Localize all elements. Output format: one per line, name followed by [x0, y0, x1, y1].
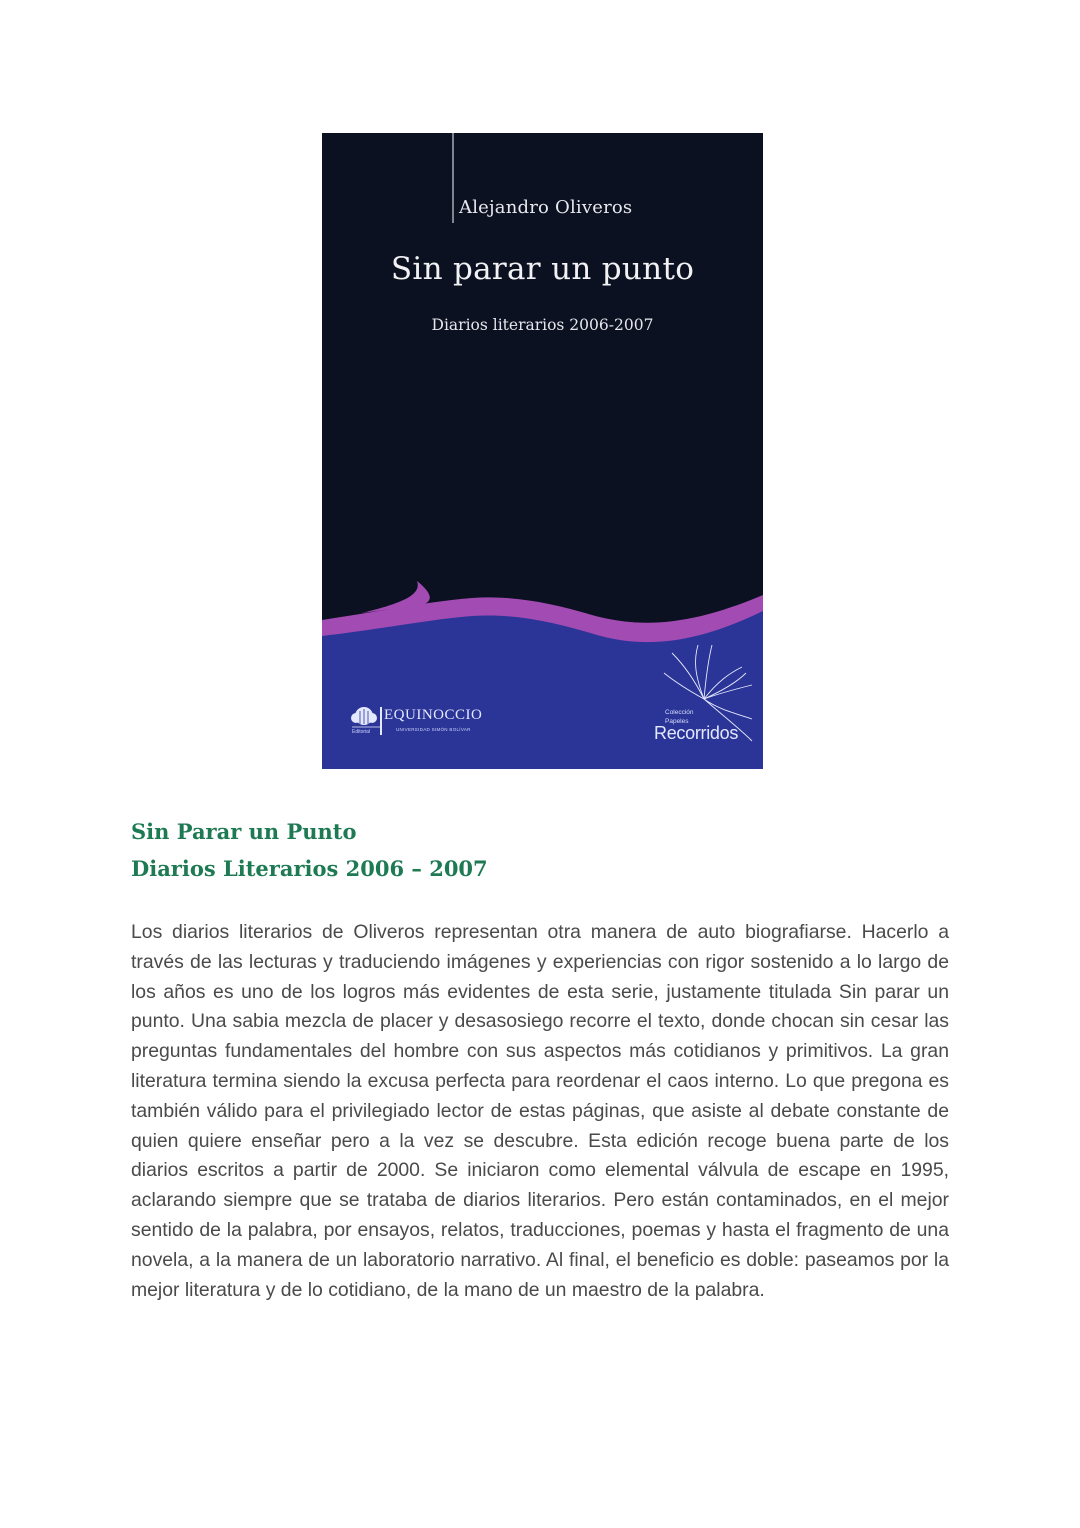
description-paragraph: Los diarios literarios de Oliveros representan otra manera de auto biografiarse. Hacerlo a través de las lecturas y traduciendo imágenes y experiencias con rigor sostenido a lo largo de los años es uno de los logros más evidentes de esta serie, justamente titulada Sin parar un punto. Una sabia mezcla de placer y desasosiego recorre el texto, donde chocan sin cesar las preguntas fundamentales del hombre con sus aspectos más cotidianos y primitivos. La gran literatura termina siendo la excusa perfecta para reordenar el caos interno. Lo que pregona es también válido para el privilegiado lector de estas páginas, que asiste al debate constante de quien quiere enseñar pero a la vez se descubre. Esta edición recoge buena parte de los diarios escritos a partir de 2000. Se iniciaron como elemental válvula de escape en 1995, aclarando siempre que se trataba de diarios literarios. Pero están contaminados, en el mejor sentido de la palabra, por ensayos, relatos, traducciones, poemas y hasta el fragmento de una novela, a la manera de un laboratorio narrativo. Al final, el beneficio es doble: paseamos por la mejor literatura y de lo cotidiano, de la mano de un maestro de la palabra. — [131, 921, 949, 1301]
collection-name: Recorridos — [654, 723, 739, 743]
book-cover-image — [322, 133, 763, 769]
collection-label-line1: Colección — [665, 709, 694, 716]
publisher-logo-text: EQUINOCCIO — [384, 707, 483, 723]
collection-label-line2: Papeles — [665, 718, 689, 725]
cover-author: Alejandro Oliveros — [459, 197, 633, 218]
cover-subtitle: Diarios literarios 2006-2007 — [431, 316, 654, 334]
heading-title: Sin Parar un Punto — [131, 819, 357, 844]
publisher-tagline: UNIVERSIDAD SIMÓN BOLÍVAR — [396, 727, 471, 732]
heading-subtitle: Diarios Literarios 2006 – 2007 — [131, 856, 488, 881]
cover-title: Sin parar un punto — [390, 251, 695, 287]
book-heading — [131, 813, 488, 887]
cover-artwork — [322, 133, 763, 769]
publisher-label: Editorial — [352, 729, 371, 735]
